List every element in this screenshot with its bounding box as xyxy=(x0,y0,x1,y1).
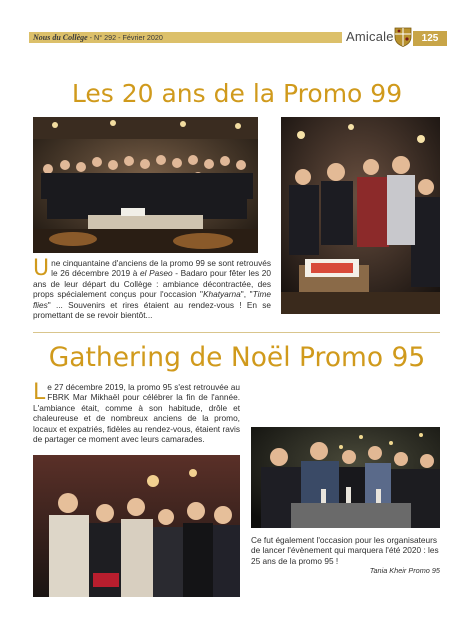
prop-name-1: Khatyarna xyxy=(202,289,241,300)
author-signature: Tania Kheir Promo 95 xyxy=(369,566,440,575)
article1-title: Les 20 ans de la Promo 99 xyxy=(71,79,403,108)
article1-text-part2: - Badaro pour fêter les 20 ans de leur départ du Collège : ambiance décontractée, des props spécialement conçus pour l'occasion " xyxy=(33,268,271,300)
article2-body: e 27 décembre 2019, la promo 95 s'est retrouvée au FBRK Mar Mikhaël pour célébrer la fin de l'année. L'ambiance était, comme à son habitude, drôle et chaleureuse et de nombreux anciens de la promo, locaux et expatriés, fidèles au rendez-vous, étaient ravis de partager ce moment avec leurs camarades. xyxy=(33,382,240,445)
article2-text xyxy=(33,382,240,444)
closing-text: Ce fut également l'occasion pour les organisateurs de lancer l'évènement qui marquera l'été 2020 : les 25 ans de la promo 95 ! xyxy=(251,535,439,566)
section-divider xyxy=(33,332,440,333)
cake-cutting-photo xyxy=(281,117,440,314)
magazine-name: Nous du Collège xyxy=(33,33,88,42)
article2-dropcap: L xyxy=(33,380,46,405)
table-gathering-photo xyxy=(251,427,440,528)
section-title: Amicale xyxy=(346,29,394,44)
article1-text-part4: " ... Souvenirs et rires étaient au rendez-vous ! En se promettant de se revoir bientôt... xyxy=(33,299,271,321)
page-number: 125 xyxy=(413,31,447,46)
issue-info: - N° 292 - Février 2020 xyxy=(87,33,163,42)
article2-title: Gathering de Noël Promo 95 xyxy=(48,342,426,373)
article1-dropcap: U xyxy=(33,256,50,281)
prop-name-2: Time flies xyxy=(33,289,271,310)
venue-name: el Paseo xyxy=(139,268,173,279)
header-issue-info xyxy=(33,32,163,43)
college-crest-icon xyxy=(394,27,412,47)
article1-text-part1: ne cinquantaine d'anciens de la promo 99 se sont retrouvés le 26 décembre 2019 à xyxy=(51,258,271,279)
article1-text xyxy=(33,258,271,320)
article1-text-part3: ", " xyxy=(240,289,253,300)
group-photo-promo99 xyxy=(33,117,258,253)
page-header xyxy=(0,0,474,50)
friends-group-photo xyxy=(33,455,240,597)
